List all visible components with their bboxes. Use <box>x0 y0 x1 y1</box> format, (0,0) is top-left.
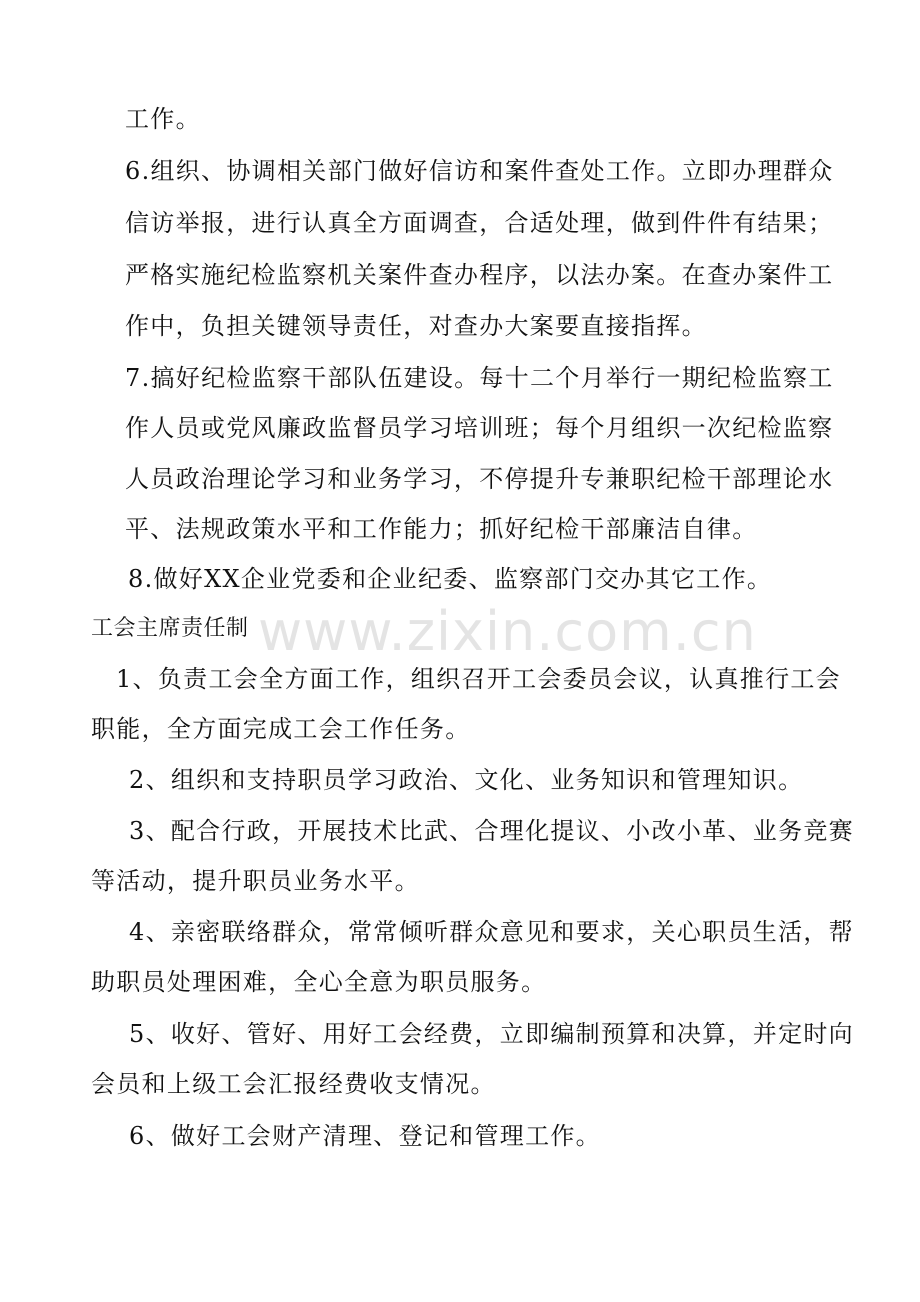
text-line: 4、亲密联络群众，常常倾听群众意见和要求，关心职员生活，帮 <box>129 918 854 946</box>
text-line: 作中，负担关键领导责任，对查办大案要直接指挥。 <box>125 312 707 340</box>
text-line: 2、组织和支持职员学习政治、文化、业务知识和管理知识。 <box>129 766 804 794</box>
text-line: 3、配合行政，开展技术比武、合理化提议、小改小革、业务竞赛 <box>129 817 854 845</box>
text-line: 等活动，提升职员业务水平。 <box>91 867 420 895</box>
text-line: 严格实施纪检监察机关案件查办程序，以法办案。在查办案件工 <box>125 261 834 289</box>
text-line: 人员政治理论学习和业务学习，不停提升专兼职纪检干部理论水 <box>125 465 834 493</box>
text-line: 助职员处理困难，全心全意为职员服务。 <box>91 968 547 996</box>
text-line: 1、负责工会全方面工作，组织召开工会委员会议，认真推行工会 <box>116 665 841 693</box>
text-line: 8.做好XX企业党委和企业纪委、监察部门交办其它工作。 <box>128 565 773 593</box>
text-line: 5、收好、管好、用好工会经费，立即编制预算和决算，并定时向 <box>129 1020 854 1048</box>
watermark: www.zixin.com.cn <box>258 600 757 663</box>
text-line: 职能，全方面完成工会工作任务。 <box>91 715 471 743</box>
section-heading: 工会主席责任制 <box>91 616 249 641</box>
text-line: 作人员或党风廉政监督员学习培训班；每个月组织一次纪检监察 <box>125 414 834 442</box>
text-line: 平、法规政策水平和工作能力；抓好纪检干部廉洁自律。 <box>125 515 758 543</box>
text-line: 6、做好工会财产清理、登记和管理工作。 <box>129 1122 601 1150</box>
text-line: 6.组织、协调相关部门做好信访和案件查处工作。立即办理群众 <box>125 157 834 185</box>
text-line: 会员和上级工会汇报经费收支情况。 <box>91 1070 496 1098</box>
text-line: 工作。 <box>125 105 201 133</box>
text-line: 信访举报，进行认真全方面调查，合适处理，做到件件有结果； <box>125 209 834 237</box>
text-line: 7.搞好纪检监察干部队伍建设。每十二个月举行一期纪检监察工 <box>125 364 834 392</box>
